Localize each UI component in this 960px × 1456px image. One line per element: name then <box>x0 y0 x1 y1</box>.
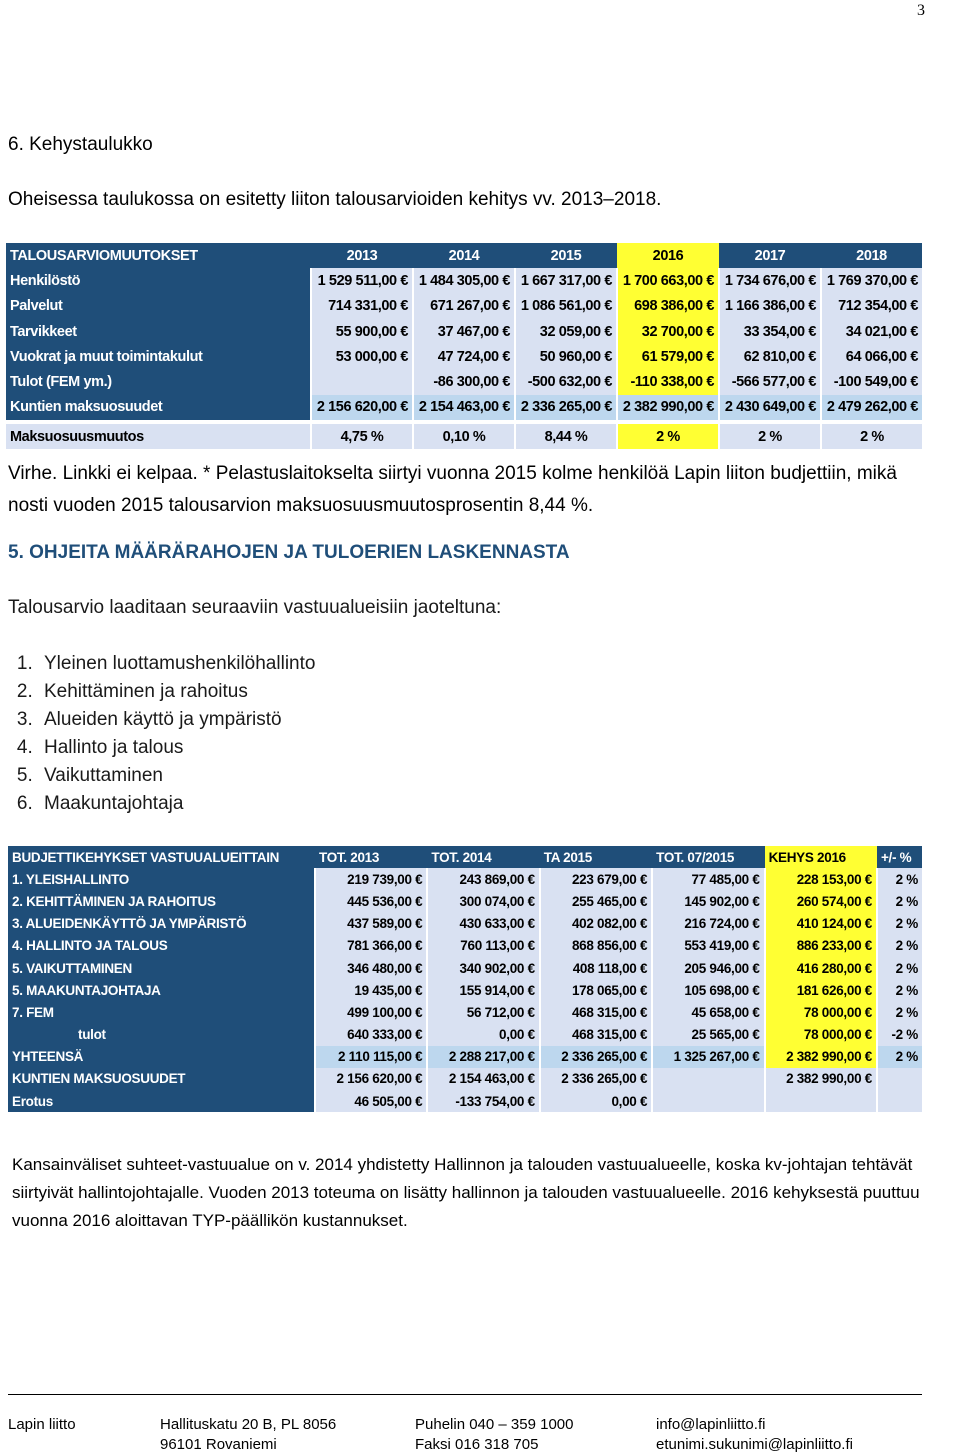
cell: 640 333,00 € <box>315 1024 427 1046</box>
cell: 416 280,00 € <box>765 957 877 979</box>
cell: 2 % <box>877 935 922 957</box>
year-header: 2013 <box>311 243 413 268</box>
cell: 2 % <box>719 424 821 449</box>
table-row <box>8 1068 922 1090</box>
column-header: TA 2015 <box>540 846 652 868</box>
cell: 2 156 620,00 € <box>315 1068 427 1090</box>
table-row <box>6 344 922 369</box>
cell <box>652 1090 764 1112</box>
cell: 2 110 115,00 € <box>315 1046 427 1068</box>
row-label: Tulot (FEM ym.) <box>6 369 311 394</box>
list-item: 4. Hallinto ja talous <box>38 734 315 762</box>
cell: 0,00 € <box>427 1024 539 1046</box>
cell: 445 536,00 € <box>315 890 427 912</box>
cell: -566 577,00 € <box>719 369 821 394</box>
cell: 437 589,00 € <box>315 913 427 935</box>
row-label: 7. FEM <box>8 1001 315 1023</box>
cell: -86 300,00 € <box>413 369 515 394</box>
cell: 1 484 305,00 € <box>413 268 515 293</box>
cell: 2 % <box>877 1001 922 1023</box>
row-label: 4. HALLINTO JA TALOUS <box>8 935 315 957</box>
cell: 32 700,00 € <box>617 319 719 344</box>
footer-email <box>656 1415 853 1455</box>
cell: 671 267,00 € <box>413 294 515 319</box>
cell: 2 % <box>877 913 922 935</box>
cell: 61 579,00 € <box>617 344 719 369</box>
sum-row <box>6 395 922 420</box>
footer-phone <box>415 1415 573 1455</box>
cell: 33 354,00 € <box>719 319 821 344</box>
cell: 468 315,00 € <box>540 1001 652 1023</box>
cell: 2 % <box>877 868 922 890</box>
cell: 56 712,00 € <box>427 1001 539 1023</box>
cell: 255 465,00 € <box>540 890 652 912</box>
cell: 1 325 267,00 € <box>652 1046 764 1068</box>
cell: 0,00 € <box>540 1090 652 1112</box>
column-header: KEHYS 2016 <box>765 846 877 868</box>
cell: 25 565,00 € <box>652 1024 764 1046</box>
cell: 2 382 990,00 € <box>765 1046 877 1068</box>
cell <box>311 369 413 394</box>
cell: 1 667 317,00 € <box>515 268 617 293</box>
table-header-row <box>6 243 922 268</box>
table-row <box>8 935 922 957</box>
cell: 19 435,00 € <box>315 979 427 1001</box>
cell: 46 505,00 € <box>315 1090 427 1112</box>
table-row <box>8 1090 922 1112</box>
cell: -500 632,00 € <box>515 369 617 394</box>
cell <box>652 1068 764 1090</box>
table-row <box>8 957 922 979</box>
cell: 2 % <box>877 1046 922 1068</box>
cell: 216 724,00 € <box>652 913 764 935</box>
cell: 205 946,00 € <box>652 957 764 979</box>
cell: 2 382 990,00 € <box>617 395 719 420</box>
table-row <box>6 369 922 394</box>
cell <box>877 1090 922 1112</box>
cell: 2 288 217,00 € <box>427 1046 539 1068</box>
cell: -110 338,00 € <box>617 369 719 394</box>
page-number: 3 <box>917 2 925 19</box>
cell: 346 480,00 € <box>315 957 427 979</box>
row-label: 2. KEHITTÄMINEN JA RAHOITUS <box>8 890 315 912</box>
cell <box>765 1090 877 1112</box>
cell: 2 % <box>617 424 719 449</box>
cell: 105 698,00 € <box>652 979 764 1001</box>
instructions-title: 5. OHJEITA MÄÄRÄRAHOJEN JA TULOERIEN LASKENNASTA <box>8 542 570 563</box>
cell: -100 549,00 € <box>821 369 922 394</box>
broken-link-text: Virhe. Linkki ei kelpaa. <box>8 463 198 484</box>
table-row <box>8 913 922 935</box>
cell: 430 633,00 € <box>427 913 539 935</box>
cell: 1 769 370,00 € <box>821 268 922 293</box>
cell: 886 233,00 € <box>765 935 877 957</box>
cell: 2 % <box>877 957 922 979</box>
cell: 37 467,00 € <box>413 319 515 344</box>
list-item: 3. Alueiden käyttö ja ympäristö <box>38 706 315 734</box>
cell: 2 % <box>877 890 922 912</box>
cell: 64 066,00 € <box>821 344 922 369</box>
table-row <box>8 890 922 912</box>
cell: 178 065,00 € <box>540 979 652 1001</box>
row-label: Tarvikkeet <box>6 319 311 344</box>
total-row <box>8 1046 922 1068</box>
row-label: 5. MAAKUNTAJOHTAJA <box>8 979 315 1001</box>
footnote: Kansainväliset suhteet-vastuualue on v. 2014 yhdistetty Hallinnon ja talouden vastuualueelle, koska kv-johtajan tehtävät siirtyivät hallintojohtajalle. Vuoden 2013 toteuma on lisätty hallinnon ja talouden vastuualueelle. 2016 kehyksestä puuttuu vuonna 2016 aloittavan TYP-päällikön kustannukset. <box>12 1155 920 1230</box>
cell <box>877 1068 922 1090</box>
cell: 781 366,00 € <box>315 935 427 957</box>
footer-address <box>160 1415 336 1455</box>
cell: 2 479 262,00 € <box>821 395 922 420</box>
cell: 228 153,00 € <box>765 868 877 890</box>
list-item: 5. Vaikuttaminen <box>38 762 315 790</box>
cell: 32 059,00 € <box>515 319 617 344</box>
cell: 712 354,00 € <box>821 294 922 319</box>
percent-row <box>6 424 922 449</box>
cell: 1 700 663,00 € <box>617 268 719 293</box>
cell: 402 082,00 € <box>540 913 652 935</box>
cell: 714 331,00 € <box>311 294 413 319</box>
cell: 219 739,00 € <box>315 868 427 890</box>
table-title: TALOUSARVIOMUUTOKSET <box>6 243 311 268</box>
table-note <box>8 458 938 522</box>
column-header: +/- % <box>877 846 922 868</box>
intro-paragraph: Oheisessa taulukossa on esitetty liiton talousarvioiden kehitys vv. 2013–2018. <box>8 189 662 210</box>
cell: 53 000,00 € <box>311 344 413 369</box>
column-header: TOT. 2014 <box>427 846 539 868</box>
footer-divider <box>8 1394 922 1395</box>
cell: 2 430 649,00 € <box>719 395 821 420</box>
row-label: Kuntien maksuosuudet <box>6 395 311 420</box>
year-header: 2016 <box>617 243 719 268</box>
row-label: KUNTIEN MAKSUOSUUDET <box>8 1068 315 1090</box>
footer-address-line: Hallituskatu 20 B, PL 8056 <box>160 1416 337 1433</box>
cell: -2 % <box>877 1024 922 1046</box>
column-header: TOT. 2013 <box>315 846 427 868</box>
cell: 181 626,00 € <box>765 979 877 1001</box>
cell: 468 315,00 € <box>540 1024 652 1046</box>
cell: 0,10 % <box>413 424 515 449</box>
year-header: 2014 <box>413 243 515 268</box>
budget-frame-table <box>8 846 922 1112</box>
cell: 55 900,00 € <box>311 319 413 344</box>
cell: 408 118,00 € <box>540 957 652 979</box>
cell: 2 154 463,00 € <box>413 395 515 420</box>
row-label: tulot <box>8 1024 315 1046</box>
row-label: 5. VAIKUTTAMINEN <box>8 957 315 979</box>
cell: 45 658,00 € <box>652 1001 764 1023</box>
cell: 8,44 % <box>515 424 617 449</box>
cell: 2 382 990,00 € <box>765 1068 877 1090</box>
cell: 1 529 511,00 € <box>311 268 413 293</box>
footer-email-line: etunimi.sukunimi@lapinliitto.fi <box>656 1436 853 1453</box>
cell: 2 % <box>877 979 922 1001</box>
row-label: YHTEENSÄ <box>8 1046 315 1068</box>
row-label: Maksuosuusmuutos <box>6 424 311 449</box>
cell: 243 869,00 € <box>427 868 539 890</box>
cell: 4,75 % <box>311 424 413 449</box>
cell: 2 336 265,00 € <box>540 1068 652 1090</box>
row-label: Erotus <box>8 1090 315 1112</box>
cell: 1 086 561,00 € <box>515 294 617 319</box>
row-label: Vuokrat ja muut toimintakulut <box>6 344 311 369</box>
section-heading: 6. Kehystaulukko <box>8 134 153 155</box>
table-row <box>8 1001 922 1023</box>
row-label: Henkilöstö <box>6 268 311 293</box>
table-title: BUDJETTIKEHYKSET VASTUUALUEITTAIN <box>8 846 315 868</box>
cell: 410 124,00 € <box>765 913 877 935</box>
cell: 2 % <box>821 424 922 449</box>
cell: 499 100,00 € <box>315 1001 427 1023</box>
budget-change-table <box>6 243 922 449</box>
row-label: 1. YLEISHALLINTO <box>8 868 315 890</box>
cell: 50 960,00 € <box>515 344 617 369</box>
table-row <box>8 868 922 890</box>
cell: 698 386,00 € <box>617 294 719 319</box>
cell: 62 810,00 € <box>719 344 821 369</box>
footer-phone-line: Puhelin 040 – 359 1000 <box>415 1416 574 1433</box>
cell: 1 166 386,00 € <box>719 294 821 319</box>
footer-email-line: info@lapinliitto.fi <box>656 1416 766 1433</box>
column-header: TOT. 07/2015 <box>652 846 764 868</box>
list-item: 2. Kehittäminen ja rahoitus <box>38 678 315 706</box>
cell: 340 902,00 € <box>427 957 539 979</box>
table-row <box>8 979 922 1001</box>
cell: 1 734 676,00 € <box>719 268 821 293</box>
row-label: 3. ALUEIDENKÄYTTÖ JA YMPÄRISTÖ <box>8 913 315 935</box>
footer-org-name: Lapin liitto <box>8 1416 76 1433</box>
cell: 868 856,00 € <box>540 935 652 957</box>
note-text: * Pelastuslaitokselta siirtyi vuonna 2015 kolme henkilöä Lapin liiton budjettiin, mikä nosti vuoden 2015 talousarvion maksuosuusmuutosprosentin 8,44 %. <box>8 463 897 516</box>
cell: 145 902,00 € <box>652 890 764 912</box>
table-row <box>6 294 922 319</box>
list-item: 1. Yleinen luottamushenkilöhallinto <box>38 650 315 678</box>
cell: 760 113,00 € <box>427 935 539 957</box>
row-label: Palvelut <box>6 294 311 319</box>
footer-org <box>8 1415 76 1435</box>
list-item: 6. Maakuntajohtaja <box>38 790 315 818</box>
responsibility-area-list <box>8 650 315 818</box>
cell: 78 000,00 € <box>765 1001 877 1023</box>
cell: 2 154 463,00 € <box>427 1068 539 1090</box>
year-header: 2015 <box>515 243 617 268</box>
cell: 155 914,00 € <box>427 979 539 1001</box>
footer-address-line: 96101 Rovaniemi <box>160 1436 277 1453</box>
cell: -133 754,00 € <box>427 1090 539 1112</box>
cell: 34 021,00 € <box>821 319 922 344</box>
cell: 300 074,00 € <box>427 890 539 912</box>
cell: 260 574,00 € <box>765 890 877 912</box>
table-row <box>6 268 922 293</box>
cell: 2 336 265,00 € <box>515 395 617 420</box>
cell: 223 679,00 € <box>540 868 652 890</box>
cell: 77 485,00 € <box>652 868 764 890</box>
cell: 2 336 265,00 € <box>540 1046 652 1068</box>
table-row <box>8 1024 922 1046</box>
year-header: 2017 <box>719 243 821 268</box>
cell: 78 000,00 € <box>765 1024 877 1046</box>
table-row <box>6 319 922 344</box>
footer-fax-line: Faksi 016 318 705 <box>415 1436 539 1453</box>
instructions-intro: Talousarvio laaditaan seuraaviin vastuualueisiin jaoteltuna: <box>8 597 502 618</box>
year-header: 2018 <box>821 243 922 268</box>
cell: 47 724,00 € <box>413 344 515 369</box>
cell: 2 156 620,00 € <box>311 395 413 420</box>
table-header-row <box>8 846 922 868</box>
cell: 553 419,00 € <box>652 935 764 957</box>
